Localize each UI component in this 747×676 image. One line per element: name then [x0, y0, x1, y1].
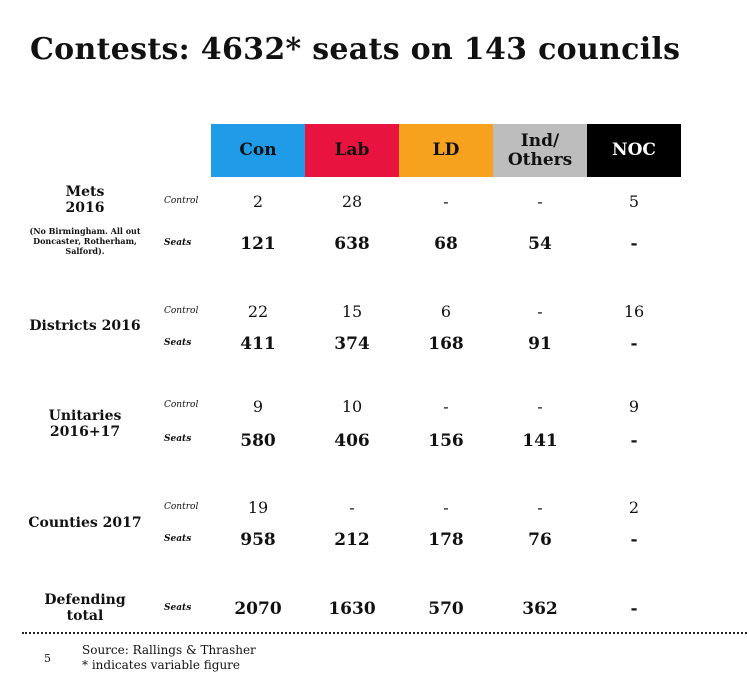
table-cell: -: [630, 530, 638, 550]
page-number: 5: [44, 652, 51, 665]
row-label-control: Control: [164, 306, 199, 316]
table-cell: 19: [247, 498, 269, 517]
table-cell: 6: [440, 302, 452, 321]
source-line: Source: Rallings & Thrasher: [82, 643, 256, 657]
column-header-ind-others: Ind/ Others: [493, 124, 587, 177]
table-cell: 1630: [328, 599, 376, 619]
footer-divider: [22, 632, 747, 634]
table-cell: 958: [240, 530, 276, 550]
table-cell: 580: [240, 431, 276, 451]
table-cell: 2: [628, 498, 640, 517]
table-cell: 15: [341, 302, 363, 321]
table-cell: -: [630, 599, 638, 619]
variable-figure-note: * indicates variable figure: [82, 658, 241, 672]
table-cell: 156: [428, 431, 464, 451]
table-cell: 2070: [234, 599, 282, 619]
table-cell: 570: [428, 599, 464, 619]
table-cell: 5: [628, 192, 640, 211]
table-cell: 10: [341, 397, 363, 416]
table-cell: -: [630, 334, 638, 354]
source-note: [82, 643, 256, 673]
table-cell: 178: [428, 530, 464, 550]
page-title: Contests: 4632* seats on 143 councils: [30, 32, 681, 67]
table-cell: 362: [522, 599, 558, 619]
table-cell: 638: [334, 234, 370, 254]
row-label-control: Control: [164, 400, 199, 410]
table-cell: 16: [623, 302, 645, 321]
table-cell: 374: [334, 334, 370, 354]
table-cell: 91: [528, 334, 552, 354]
row-group-label-defending-total: Defending total: [44, 592, 126, 624]
table-cell: -: [537, 498, 543, 517]
table-cell: 168: [428, 334, 464, 354]
table-cell: 9: [252, 397, 264, 416]
table-cell: -: [443, 192, 449, 211]
table-cell: -: [443, 498, 449, 517]
row-group-label-mets: Mets 2016: [65, 184, 105, 216]
table-cell: 411: [240, 334, 276, 354]
table-cell: 121: [240, 234, 276, 254]
row-label-seats: Seats: [164, 603, 192, 613]
table-cell: 76: [528, 530, 552, 550]
table-cell: -: [443, 397, 449, 416]
row-label-seats: Seats: [164, 338, 192, 348]
row-group-label-unitaries: Unitaries 2016+17: [48, 408, 122, 440]
table-cell: 54: [528, 234, 552, 254]
row-label-seats: Seats: [164, 434, 192, 444]
row-label-seats: Seats: [164, 534, 192, 544]
table-cell: -: [349, 498, 355, 517]
table-cell: 22: [247, 302, 269, 321]
table-cell: 406: [334, 431, 370, 451]
column-header-con: Con: [211, 124, 305, 177]
table-cell: -: [537, 302, 543, 321]
table-cell: -: [537, 397, 543, 416]
row-group-label-districts: Districts 2016: [29, 318, 141, 334]
row-group-label-counties: Counties 2017: [28, 515, 142, 531]
column-header-lab: Lab: [305, 124, 399, 177]
row-label-seats: Seats: [164, 238, 192, 248]
column-header-ld: LD: [399, 124, 493, 177]
table-cell: 9: [628, 397, 640, 416]
table-cell: -: [630, 234, 638, 254]
table-cell: 141: [522, 431, 558, 451]
row-label-control: Control: [164, 502, 199, 512]
table-cell: 212: [334, 530, 370, 550]
table-cell: 2: [252, 192, 264, 211]
table-cell: 28: [341, 192, 363, 211]
table-cell: -: [630, 431, 638, 451]
table-cell: 68: [434, 234, 458, 254]
column-header-noc: NOC: [587, 124, 681, 177]
row-label-control: Control: [164, 196, 199, 206]
row-group-note-mets: (No Birmingham. All out Doncaster, Rotherham, Salford).: [29, 226, 141, 256]
table-cell: -: [537, 192, 543, 211]
